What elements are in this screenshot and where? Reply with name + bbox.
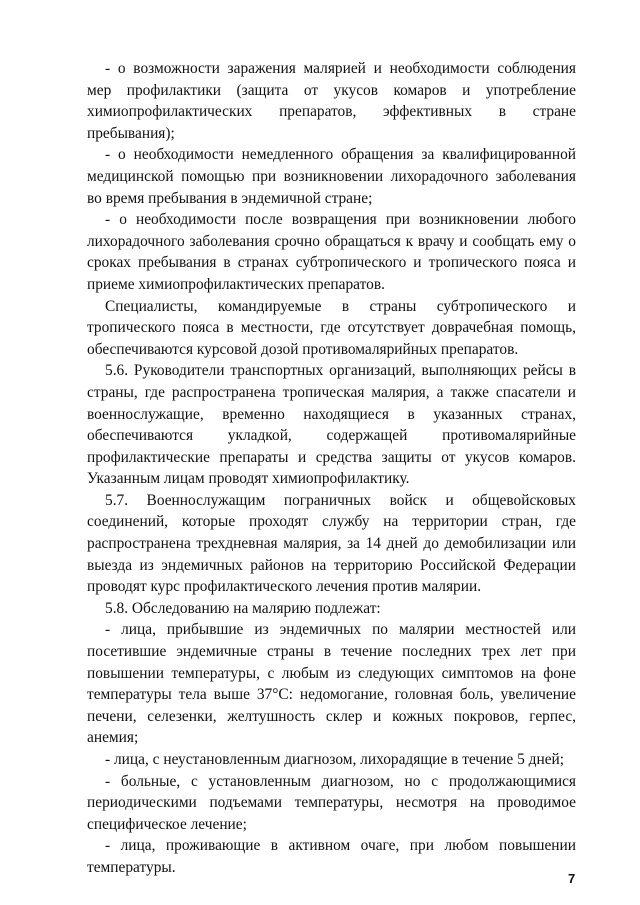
paragraph-after-return: - о необходимости после возвращения при возникновении любого лихорадочного заболевания срочно обращаться к врачу и сообщать ему о сроках пребывания в странах субтропического и тропического пояса и приеме химиопрофилактических препаратов. <box>87 211 576 293</box>
list-item-active-focus-residents: - лица, проживающие в активном очаге, при любом повышении температуры. <box>87 837 576 876</box>
paragraph-section-5-8: 5.8. Обследованию на малярию подлежат: <box>105 599 381 617</box>
paragraph-section-5-7: 5.7. Военнослужащим пограничных войск и общевойсковых соединений, которые проходят службу на территории стран, где распространена трехдневная малярия, за 14 дней до демобилизации или выезда из эндемичных районов на территорию Российской Федерации проводят курс профилактического лечения против малярии. <box>87 491 576 596</box>
paragraph-malaria-infection-risk: - о возможности заражения малярией и необходимости соблюдения мер профилактики (защита от укусов комаров и употребление химиопрофилактических препаратов, эффективных в стране пребывания); <box>87 60 576 142</box>
paragraph-section-5-6: 5.6. Руководители транспортных организаций, выполняющих рейсы в страны, где распространена тропическая малярия, а также спасатели и военнослужащие, временно находящиеся в указанных странах, обеспечиваются укладкой, содержащей противомалярийные профилактические препараты и средства защиты от укусов комаров. Указанным лицам проводят химиопрофилактику. <box>87 362 576 488</box>
list-item-undiagnosed-fever: - лица, с неустановленным диагнозом, лихорадящие в течение 5 дней; <box>105 751 565 768</box>
paragraph-specialists: Специалисты, командируемые в страны субтропического и тропического пояса в местности, где отсутствует доврачебная помощь, обеспечиваются курсовой дозой противомалярийных препаратов. <box>87 297 576 358</box>
paragraph-urgent-medical-care: - о необходимости немедленного обращения за квалифицированной медицинской помощью при возникновении лихорадочного заболевания во время пребывания в эндемичной стране; <box>87 146 576 207</box>
list-item-diagnosed-patients: - больные, с установленным диагнозом, но с продолжающимися периодическими подъемами температуры, несмотря на проводимое специфическое лечение; <box>87 772 576 833</box>
page-number: 7 <box>568 871 576 886</box>
list-item-arrived-from-endemic: - лица, прибывшие из эндемичных по малярии местностей или посетившие эндемичные страны в течение последних трех лет при повышении температуры, с любым из следующих симптомов на фоне температуры тела выше 37°С: недомогание, головная боль, увеличение печени, селезенки, желтушность склер и кожных покровов, герпес, анемия; <box>87 621 576 747</box>
document-page <box>87 58 576 879</box>
